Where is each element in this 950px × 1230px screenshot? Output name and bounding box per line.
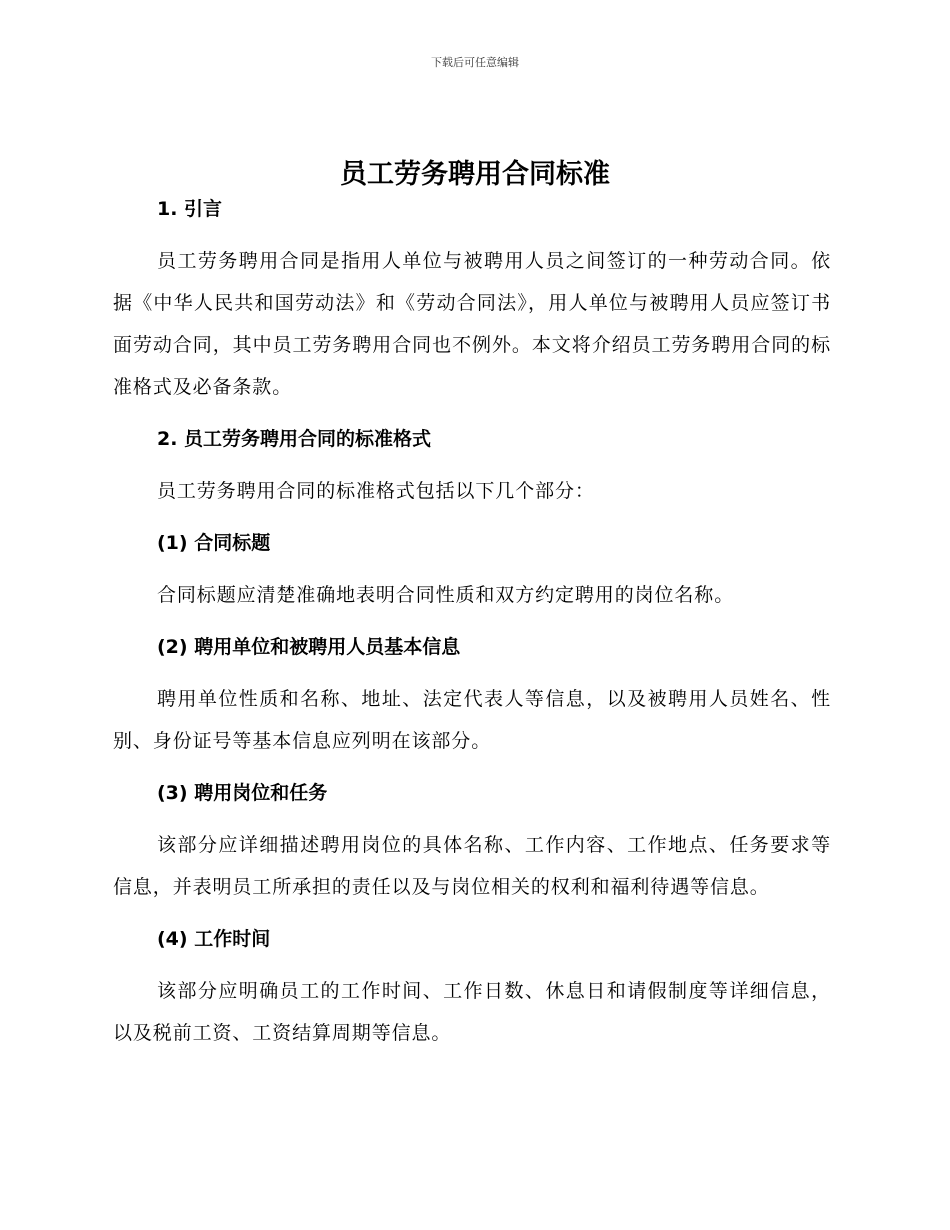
paragraph-standard-format: 员工劳务聘用合同的标准格式包括以下几个部分： [157, 480, 595, 502]
paragraph-basic-info: 聘用单位性质和名称、地址、法定代表人等信息，以及被聘用人员姓名、性别、身份证号等基本信息应列明在该部分。 [113, 688, 831, 752]
paragraph-position-tasks: 该部分应详细描述聘用岗位的具体名称、工作内容、工作地点、任务要求等信息，并表明员工所承担的责任以及与岗位相关的权利和福利待遇等信息。 [113, 834, 831, 898]
page-header-note: 下载后可任意编辑 [431, 56, 519, 69]
subheading-working-hours: (4) 工作时间 [157, 928, 271, 950]
subheading-position-tasks: (3) 聘用岗位和任务 [157, 782, 328, 804]
section-heading-introduction: 1. 引言 [157, 198, 223, 220]
document-title: 员工劳务聘用合同标准 [340, 159, 610, 190]
document-body [113, 188, 831, 1054]
paragraph-contract-title: 合同标题应清楚准确地表明合同性质和双方约定聘用的岗位名称。 [157, 584, 735, 606]
paragraph-introduction: 员工劳务聘用合同是指用人单位与被聘用人员之间签订的一种劳动合同。依据《中华人民共和国劳动法》和《劳动合同法》，用人单位与被聘用人员应签订书面劳动合同，其中员工劳务聘用合同也不例外。本文将介绍员工劳务聘用合同的标准格式及必备条款。 [113, 250, 831, 398]
subheading-basic-info: (2) 聘用单位和被聘用人员基本信息 [157, 636, 461, 658]
paragraph-working-hours: 该部分应明确员工的工作时间、工作日数、休息日和请假制度等详细信息，以及税前工资、工资结算周期等信息。 [113, 980, 831, 1044]
section-heading-standard-format: 2. 员工劳务聘用合同的标准格式 [157, 428, 432, 450]
subheading-contract-title: (1) 合同标题 [157, 532, 271, 554]
